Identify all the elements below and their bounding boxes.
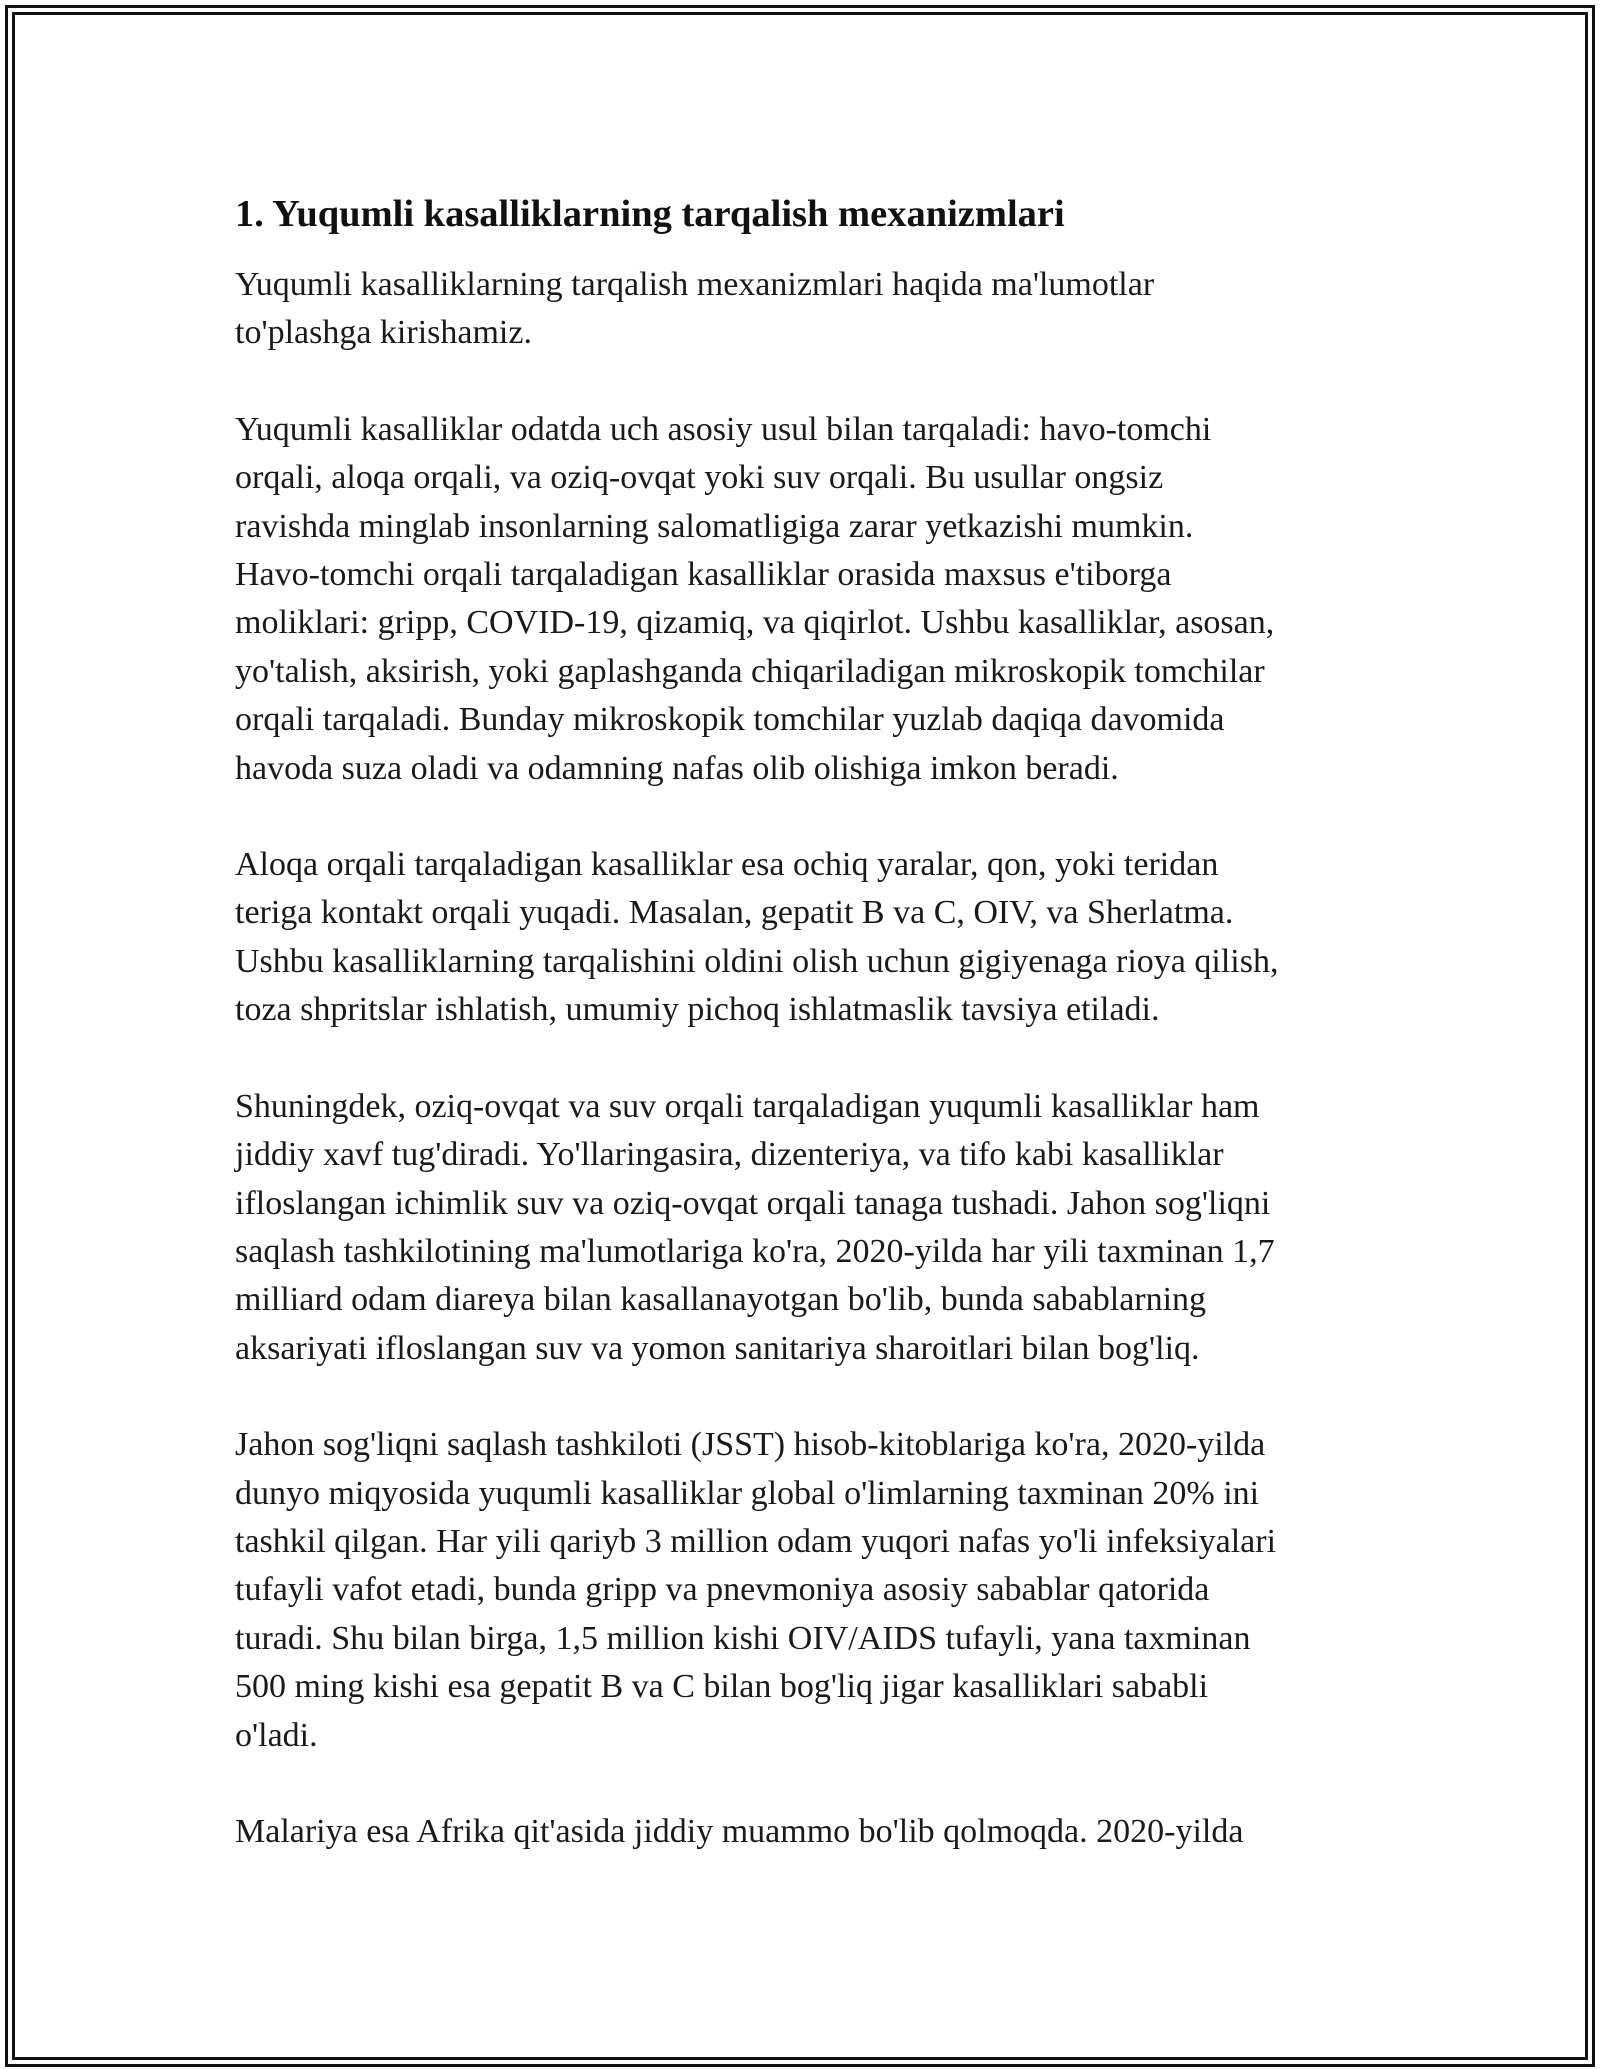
paragraph <box>235 841 1380 1035</box>
paragraph-line: toza shpritslar ishlatish, umumiy pichoq ishlatmaslik tavsiya etiladi. <box>235 991 1160 1029</box>
paragraph-line: Yuqumli kasalliklarning tarqalish mexanizmlari haqida ma'lumotlar <box>235 266 1155 303</box>
paragraph-line: o'ladi. <box>235 1716 318 1754</box>
paragraph-line: orqali tarqaladi. Bunday mikroskopik tomchilar yuzlab daqiqa davomida <box>235 701 1225 739</box>
paragraph-line: dunyo miqyosida yuqumli kasalliklar global o'limlarning taxminan 20% ini <box>235 1474 1260 1512</box>
paragraph <box>235 1421 1380 1760</box>
paragraph <box>235 1083 1380 1373</box>
document-body <box>235 261 1380 1856</box>
paragraph-line: tufayli vafot etadi, bunda gripp va pnevmoniya asosiy sabablar qatorida <box>235 1571 1210 1609</box>
paragraph-line: tashkil qilgan. Har yili qariyb 3 million odam yuqori nafas yo'li infeksiyalari <box>235 1522 1277 1560</box>
paragraph <box>235 406 1380 793</box>
paragraph-line: Yuqumli kasalliklar odatda uch asosiy usul bilan tarqaladi: havo-tomchi <box>235 410 1212 448</box>
paragraph-line: Jahon sog'liqni saqlash tashkiloti (JSST) hisob-kitoblariga ko'ra, 2020-yilda <box>235 1426 1266 1464</box>
paragraph-line: milliard odam diareya bilan kasallanayotgan bo'lib, bunda sabablarning <box>235 1281 1207 1319</box>
paragraph <box>235 261 1380 358</box>
paragraph-line: Aloqa orqali tarqaladigan kasalliklar esa ochiq yaralar, qon, yoki teridan <box>235 846 1219 884</box>
paragraph-line: turadi. Shu bilan birga, 1,5 million kishi OIV/AIDS tufayli, yana taxminan <box>235 1619 1251 1657</box>
paragraph-line: jiddiy xavf tug'diradi. Yo'llaringasira, dizenteriya, va tifo kabi kasalliklar <box>235 1136 1224 1174</box>
paragraph-line: ifloslangan ichimlik suv va oziq-ovqat orqali tanaga tushadi. Jahon sog'liqni <box>235 1184 1271 1222</box>
paragraph-line: havoda suza oladi va odamning nafas olib olishiga imkon beradi. <box>235 749 1119 787</box>
document-page <box>235 188 1380 1904</box>
paragraph-line: Havo-tomchi orqali tarqaladigan kasalliklar orasida maxsus e'tiborga <box>235 556 1172 594</box>
paragraph-line: ravishda minglab insonlarning salomatligiga zarar yetkazishi mumkin. <box>235 507 1194 545</box>
paragraph <box>235 1808 1380 1856</box>
section-title: 1. Yuqumli kasalliklarning tarqalish mexanizmlari <box>235 193 1065 235</box>
paragraph-line: Ushbu kasalliklarning tarqalishini oldini olish uchun gigiyenaga rioya qilish, <box>235 942 1279 980</box>
paragraph-line: Shuningdek, oziq-ovqat va suv orqali tarqaladigan yuqumli kasalliklar ham <box>235 1087 1260 1125</box>
paragraph-line: 500 ming kishi esa gepatit B va C bilan bog'liq jigar kasalliklari sababli <box>235 1668 1209 1706</box>
paragraph-line: yo'talish, aksirish, yoki gaplashganda chiqariladigan mikroskopik tomchilar <box>235 652 1265 690</box>
paragraph-line: Malariya esa Afrika qit'asida jiddiy muammo bo'lib qolmoqda. 2020-yilda <box>235 1812 1244 1850</box>
paragraph-line: aksariyati ifloslangan suv va yomon sanitariya sharoitlari bilan bog'liq. <box>235 1329 1200 1367</box>
paragraph-line: saqlash tashkilotining ma'lumotlariga ko'ra, 2020-yilda har yili taxminan 1,7 <box>235 1232 1275 1270</box>
paragraph-line: moliklari: gripp, COVID-19, qizamiq, va qiqirlot. Ushbu kasalliklar, asosan, <box>235 604 1275 642</box>
paragraph-line: orqali, aloqa orqali, va oziq-ovqat yoki suv orqali. Bu usullar ongsiz <box>235 459 1164 497</box>
paragraph-line: teriga kontakt orqali yuqadi. Masalan, gepatit B va C, OIV, va Sherlatma. <box>235 894 1234 932</box>
paragraph-line: to'plashga kirishamiz. <box>235 314 532 352</box>
